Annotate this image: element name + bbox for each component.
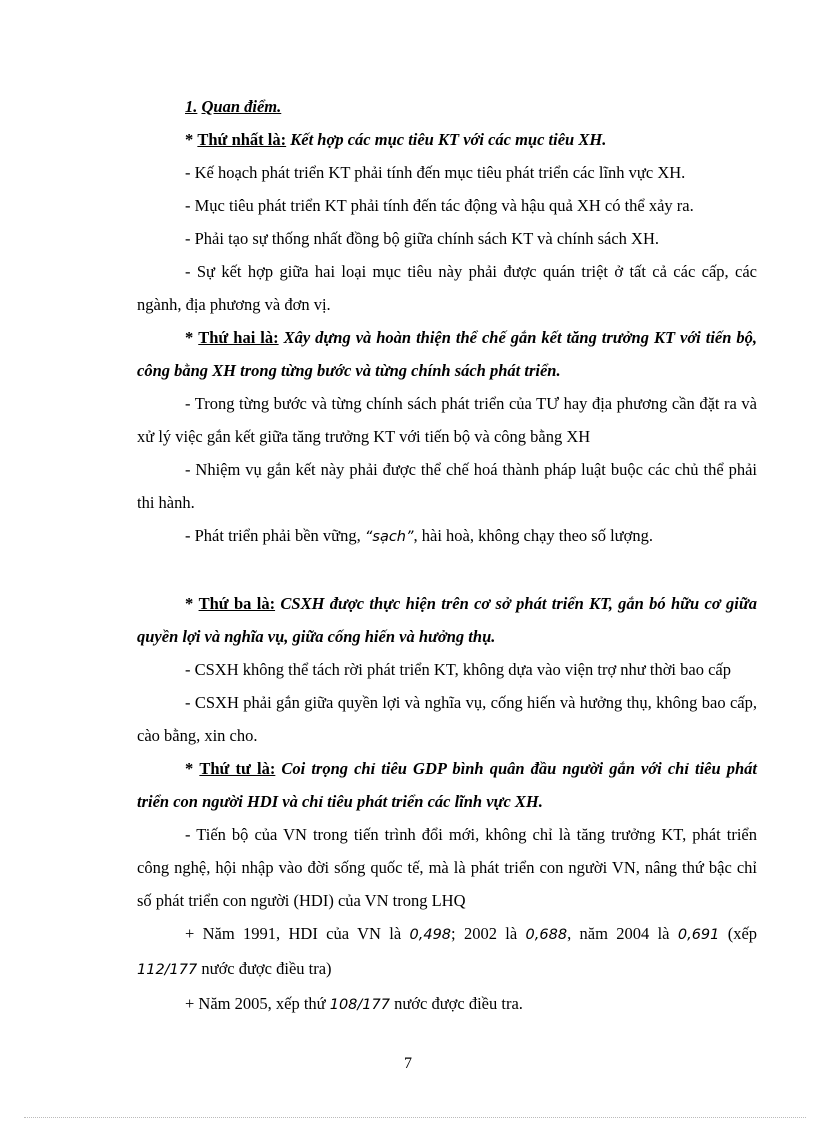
section2-lead: Thứ hai là: — [198, 328, 279, 347]
hdi-value-1991: 0,498 — [409, 927, 452, 943]
hdi-text: nước được điều tra. — [394, 994, 523, 1013]
section1-title — [137, 123, 757, 156]
section4-heading: Coi trọng chỉ tiêu GDP bình quân đầu người gắn với chỉ tiêu phát triển con người HDI và chỉ tiêu phát triển các lĩnh vực XH. — [137, 759, 758, 811]
section2-bullet: - Nhiệm vụ gắn kết này phải được thể chế hoá thành pháp luật buộc các chủ thể phải thi hành. — [137, 460, 757, 512]
hdi-2005-line — [137, 987, 757, 1022]
section2-last-after: , hài hoà, không chạy theo số lượng. — [413, 526, 653, 545]
section1-bullet: - Sự kết hợp giữa hai loại mục tiêu này phải được quán triệt ở tất cả các cấp, các ngành, địa phương và đơn vị. — [137, 262, 757, 314]
section2-last-before: - Phát triển phải bền vững, — [185, 526, 361, 545]
section2-heading: Xây dựng và hoàn thiện thể chế gắn kết tăng trưởng KT với tiến bộ, công bằng XH trong từng bước và từng chính sách phát triển. — [137, 328, 758, 380]
section4-bullet: - Tiến bộ của VN trong tiến trình đổi mới, không chỉ là tăng trưởng KT, phát triển công nghệ, hội nhập vào đời sống quốc tế, mà là phát triển con người VN, nâng thứ bậc chỉ số phát triển con người (HDI) của VN trong LHQ — [137, 825, 757, 910]
section4-lead: Thứ tư là: — [199, 759, 276, 778]
section2-bullet-last — [137, 519, 757, 554]
section3-bullet: - CSXH không thể tách rời phát triển KT, không dựa vào viện trợ như thời bao cấp — [185, 660, 731, 679]
section4-star: * — [185, 759, 194, 778]
section1-bullet: - Kế hoạch phát triển KT phải tính đến mục tiêu phát triển các lĩnh vực XH. — [185, 163, 686, 182]
heading — [137, 90, 757, 123]
page-content — [137, 90, 757, 1022]
section4-title — [137, 752, 757, 818]
hdi-text: + Năm 1991, HDI của VN là — [185, 924, 402, 943]
hdi-text: + Năm 2005, xếp thứ — [185, 994, 326, 1013]
section3-lead: Thứ ba là: — [198, 594, 276, 613]
hdi-rank-value: 112/177 — [137, 962, 198, 978]
hdi-value-2004: 0,691 — [677, 927, 720, 943]
hdi-text: , năm 2004 là — [567, 924, 670, 943]
hdi-1991-line — [137, 917, 757, 987]
section2-title — [137, 321, 757, 387]
section3-bullet: - CSXH phải gắn giữa quyền lợi và nghĩa vụ, cống hiến và hưởng thụ, không bao cấp, cào bằng, xin cho. — [137, 693, 757, 745]
section1-star: * — [185, 130, 194, 149]
heading-number: 1. — [185, 97, 198, 116]
section1-bullet: - Phải tạo sự thống nhất đồng bộ giữa chính sách KT và chính sách XH. — [185, 229, 659, 248]
section3-title — [137, 587, 757, 653]
hdi-text: nước được điều tra) — [201, 959, 332, 978]
section2-last-quote: “sạch” — [364, 529, 414, 545]
hdi-value-2002: 0,688 — [525, 927, 568, 943]
hdi-text: ; 2002 là — [451, 924, 518, 943]
section2-bullet: - Trong từng bước và từng chính sách phát triển của TƯ hay địa phương cần đặt ra và xử lý việc gắn kết giữa tăng trưởng KT với tiến bộ và công bằng XH — [137, 394, 757, 446]
footer-divider — [24, 1117, 806, 1118]
section1-bullet: - Mục tiêu phát triển KT phải tính đến tác động và hậu quả XH có thể xảy ra. — [185, 196, 694, 215]
blank-line — [137, 554, 757, 587]
page-number: 7 — [404, 1055, 412, 1072]
section3-star: * — [185, 594, 194, 613]
section2-star: * — [185, 328, 194, 347]
section3-heading: CSXH được thực hiện trên cơ sở phát triển KT, gắn bó hữu cơ giữa quyền lợi và nghĩa vụ, giữa cống hiến và hưởng thụ. — [137, 594, 758, 646]
section1-lead: Thứ nhất là: — [197, 130, 287, 149]
hdi-rank-2005-value: 108/177 — [329, 997, 390, 1013]
heading-title: Quan điểm. — [201, 97, 282, 116]
section1-heading: Kết hợp các mục tiêu KT với các mục tiêu XH. — [290, 130, 607, 149]
hdi-text: (xếp — [727, 924, 758, 943]
